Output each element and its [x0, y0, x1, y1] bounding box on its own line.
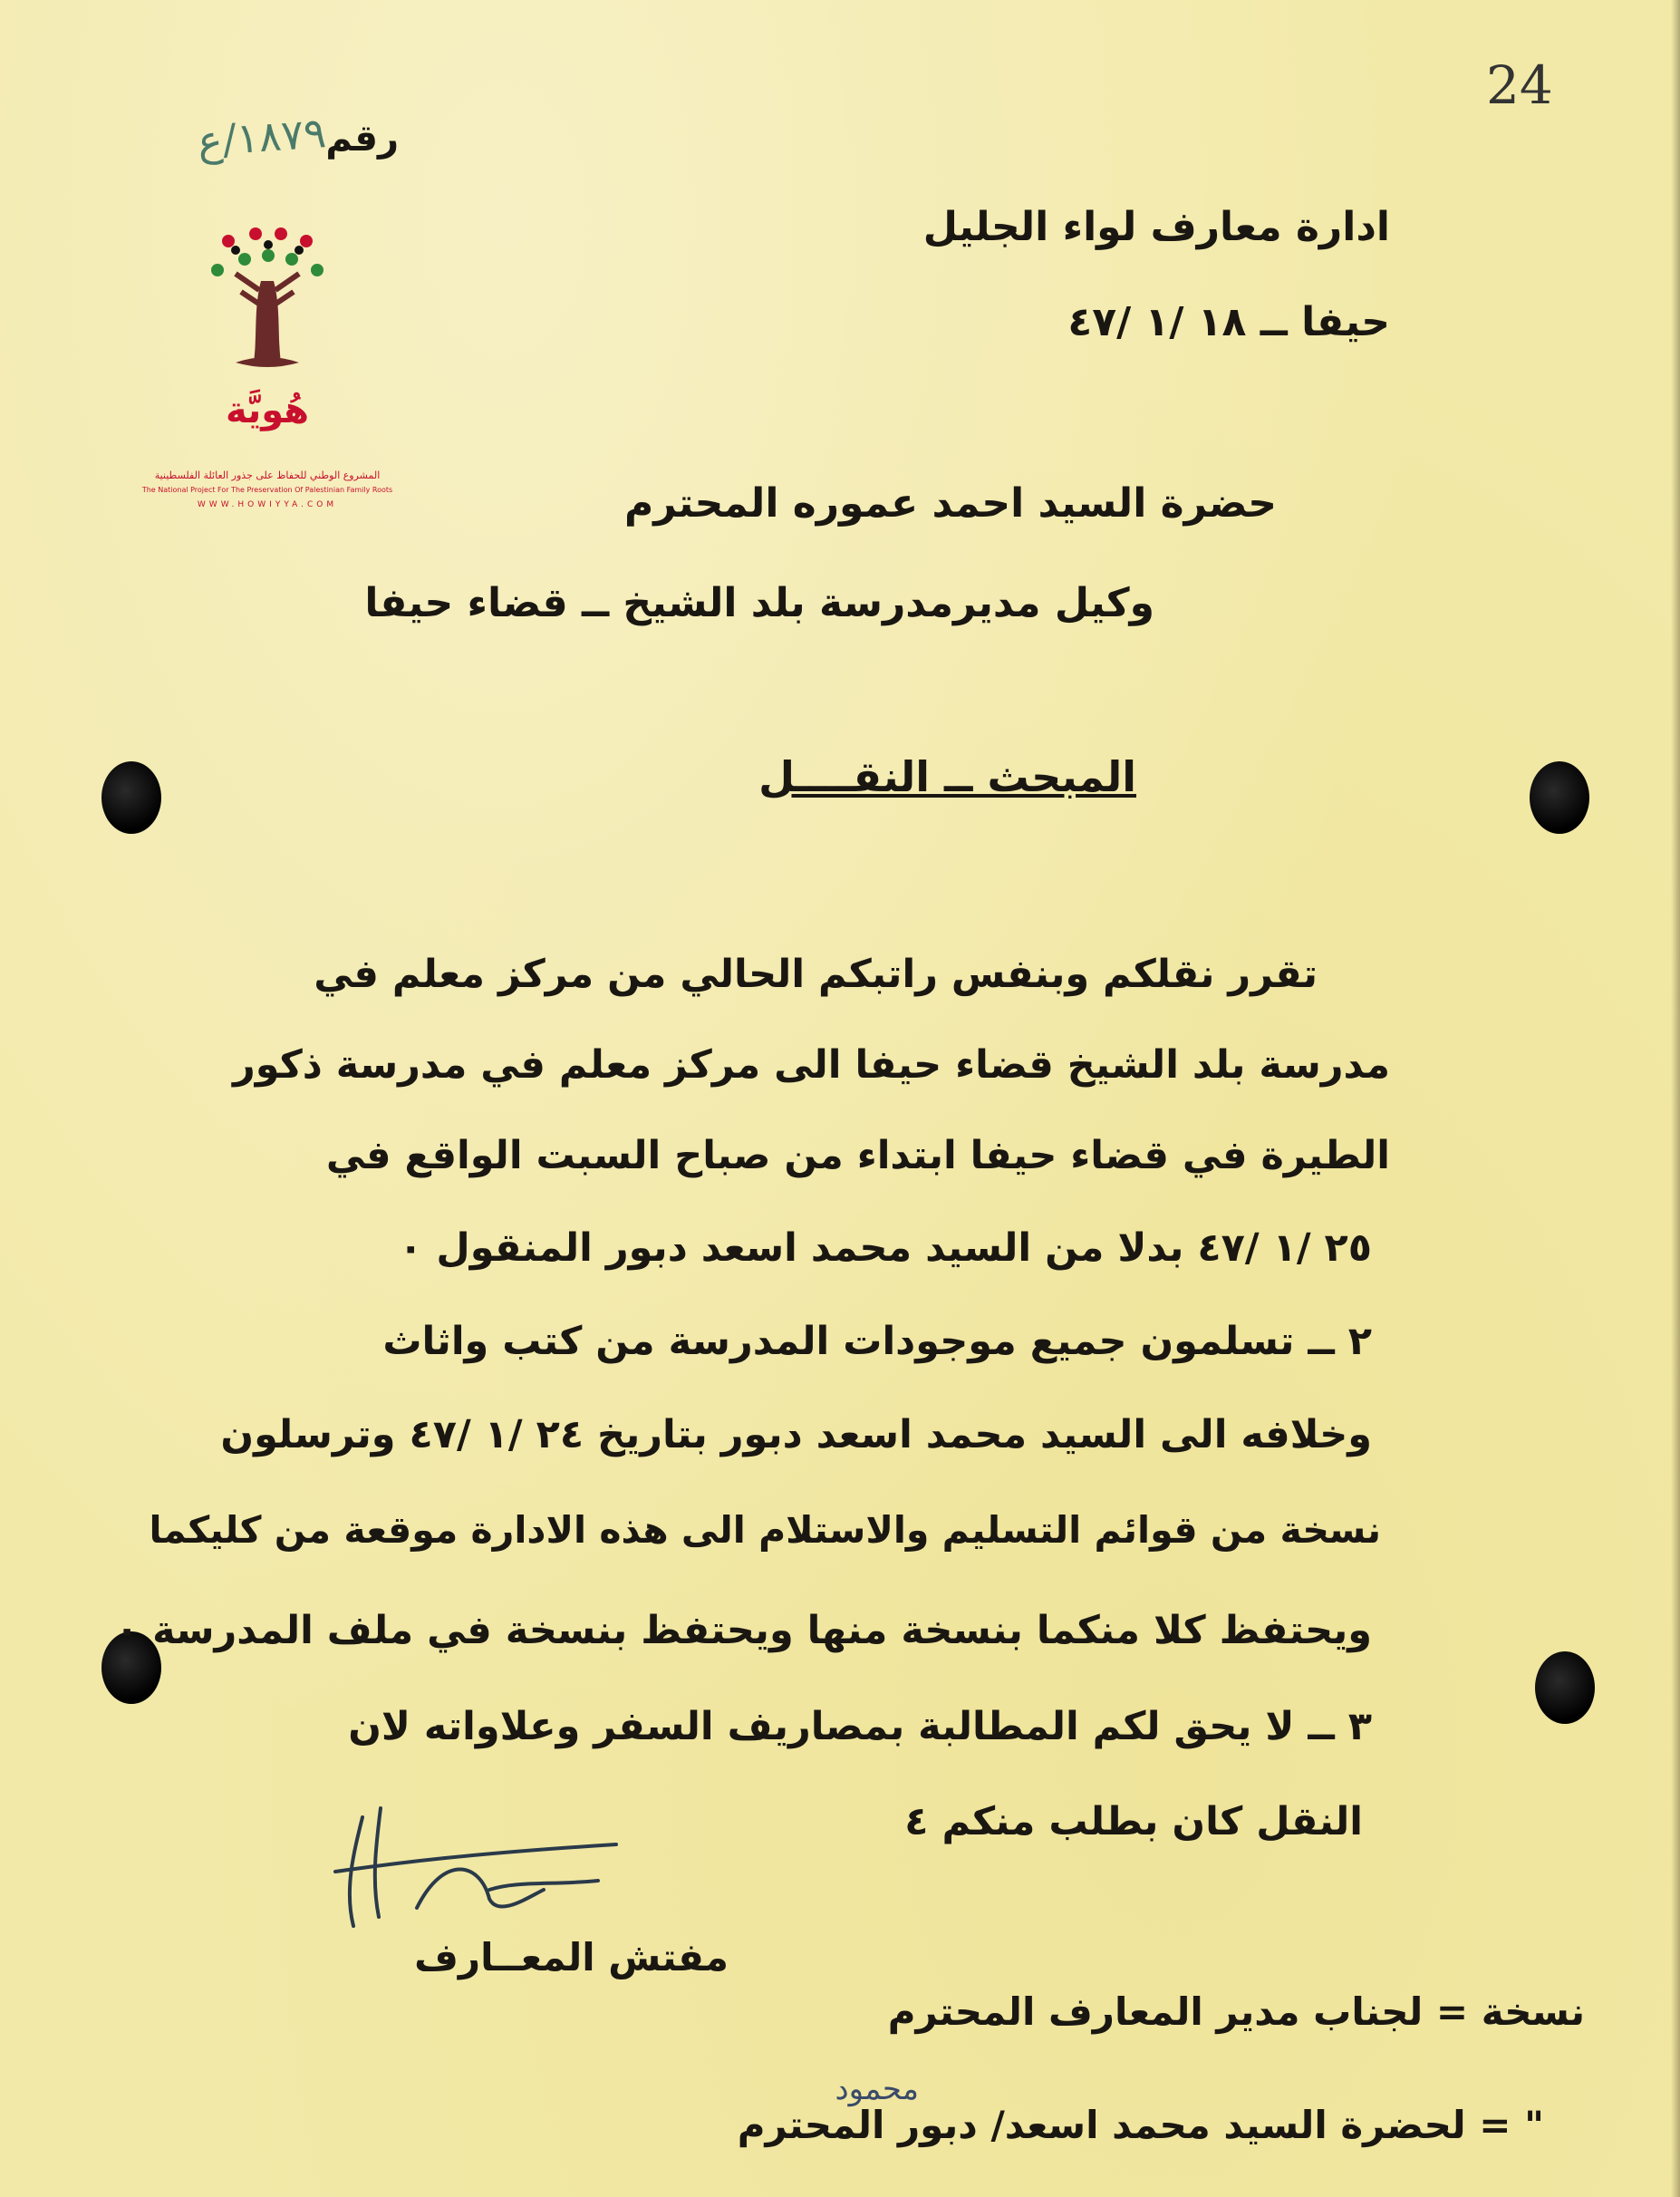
logo-tagline-arabic: المشروع الوطني للحفاظ على جذور العائلة الفلسطينية [154, 469, 381, 481]
body-line: الطيرة في قضاء حيفا ابتداء من صباح السبت الواقع في [325, 1133, 1390, 1178]
punch-hole-right-top [1530, 761, 1589, 834]
copy-line-1: نسخة = لجناب مدير المعارف المحترم [887, 1989, 1585, 2034]
body-line: نسخة من قوائم التسليم والاستلام الى هذه الادارة موقعة من كليكما [149, 1508, 1381, 1552]
punch-hole-right-bottom [1535, 1651, 1595, 1724]
logo-name: هُويَّة [225, 390, 310, 431]
department-title: ادارة معارف لواء الجليل [922, 204, 1390, 250]
recipient-name: حضرة السيد احمد عموره المحترم [624, 480, 1277, 527]
body-line: ٢ ــ تسلمون جميع موجودات المدرسة من كتب واثاث [382, 1319, 1372, 1364]
body-line: ٢٥ /١ /٤٧ بدلا من السيد محمد اسعد دبور المنقول ٠ [399, 1225, 1372, 1271]
body-line: ٣ ــ لا يحق لكم المطالبة بمصاريف السفر وعلاواته لان [348, 1704, 1372, 1749]
page-number: 24 [1486, 54, 1553, 116]
body-line: النقل كان بطلب منكم ٤ [904, 1799, 1363, 1844]
subject-line: المبحث ــ النقــــل [758, 752, 1136, 801]
body-line: تقرر نقلكم وبنفس راتبكم الحالي من مركز معلم في [314, 952, 1318, 997]
logo-tagline-english: The National Project For The Preservation Of Palestinian Family Roots [141, 486, 393, 494]
place-date: حيفا ــ ١٨ /١ /٤٧ [1067, 299, 1390, 345]
signature-mark [326, 1799, 625, 1935]
reference-number: ١٨٧٩/ع [196, 108, 328, 166]
punch-hole-left-top [101, 761, 161, 834]
signature-title: مفتش المعــارف [414, 1935, 729, 1979]
reference-block [109, 109, 399, 172]
body-line: وخلافه الى السيد محمد اسعد دبور بتاريخ ٢٤ /١ /٤٧ وترسلون [220, 1412, 1372, 1457]
reference-label: رقم [325, 118, 399, 160]
recipient-title: وكيل مديرمدرسة بلد الشيخ ــ قضاء حيفا [364, 580, 1154, 626]
copy-line-2: " = لحضرة السيد محمد اسعد/ دبور المحترم [737, 2103, 1544, 2147]
family-tree-icon [208, 227, 326, 381]
body-line: ويحتفظ كلا منكما بنسخة منها ويحتفظ بنسخة في ملف المدرسة ٠ [114, 1608, 1372, 1653]
handwritten-correction: محمود [835, 2071, 919, 2107]
logo-website: WWW.HOWIYYA.COM [197, 500, 338, 509]
body-line: مدرسة بلد الشيخ قضاء حيفا الى مركز معلم في مدرسة ذكور [232, 1042, 1390, 1088]
howiyya-logo [127, 227, 408, 517]
